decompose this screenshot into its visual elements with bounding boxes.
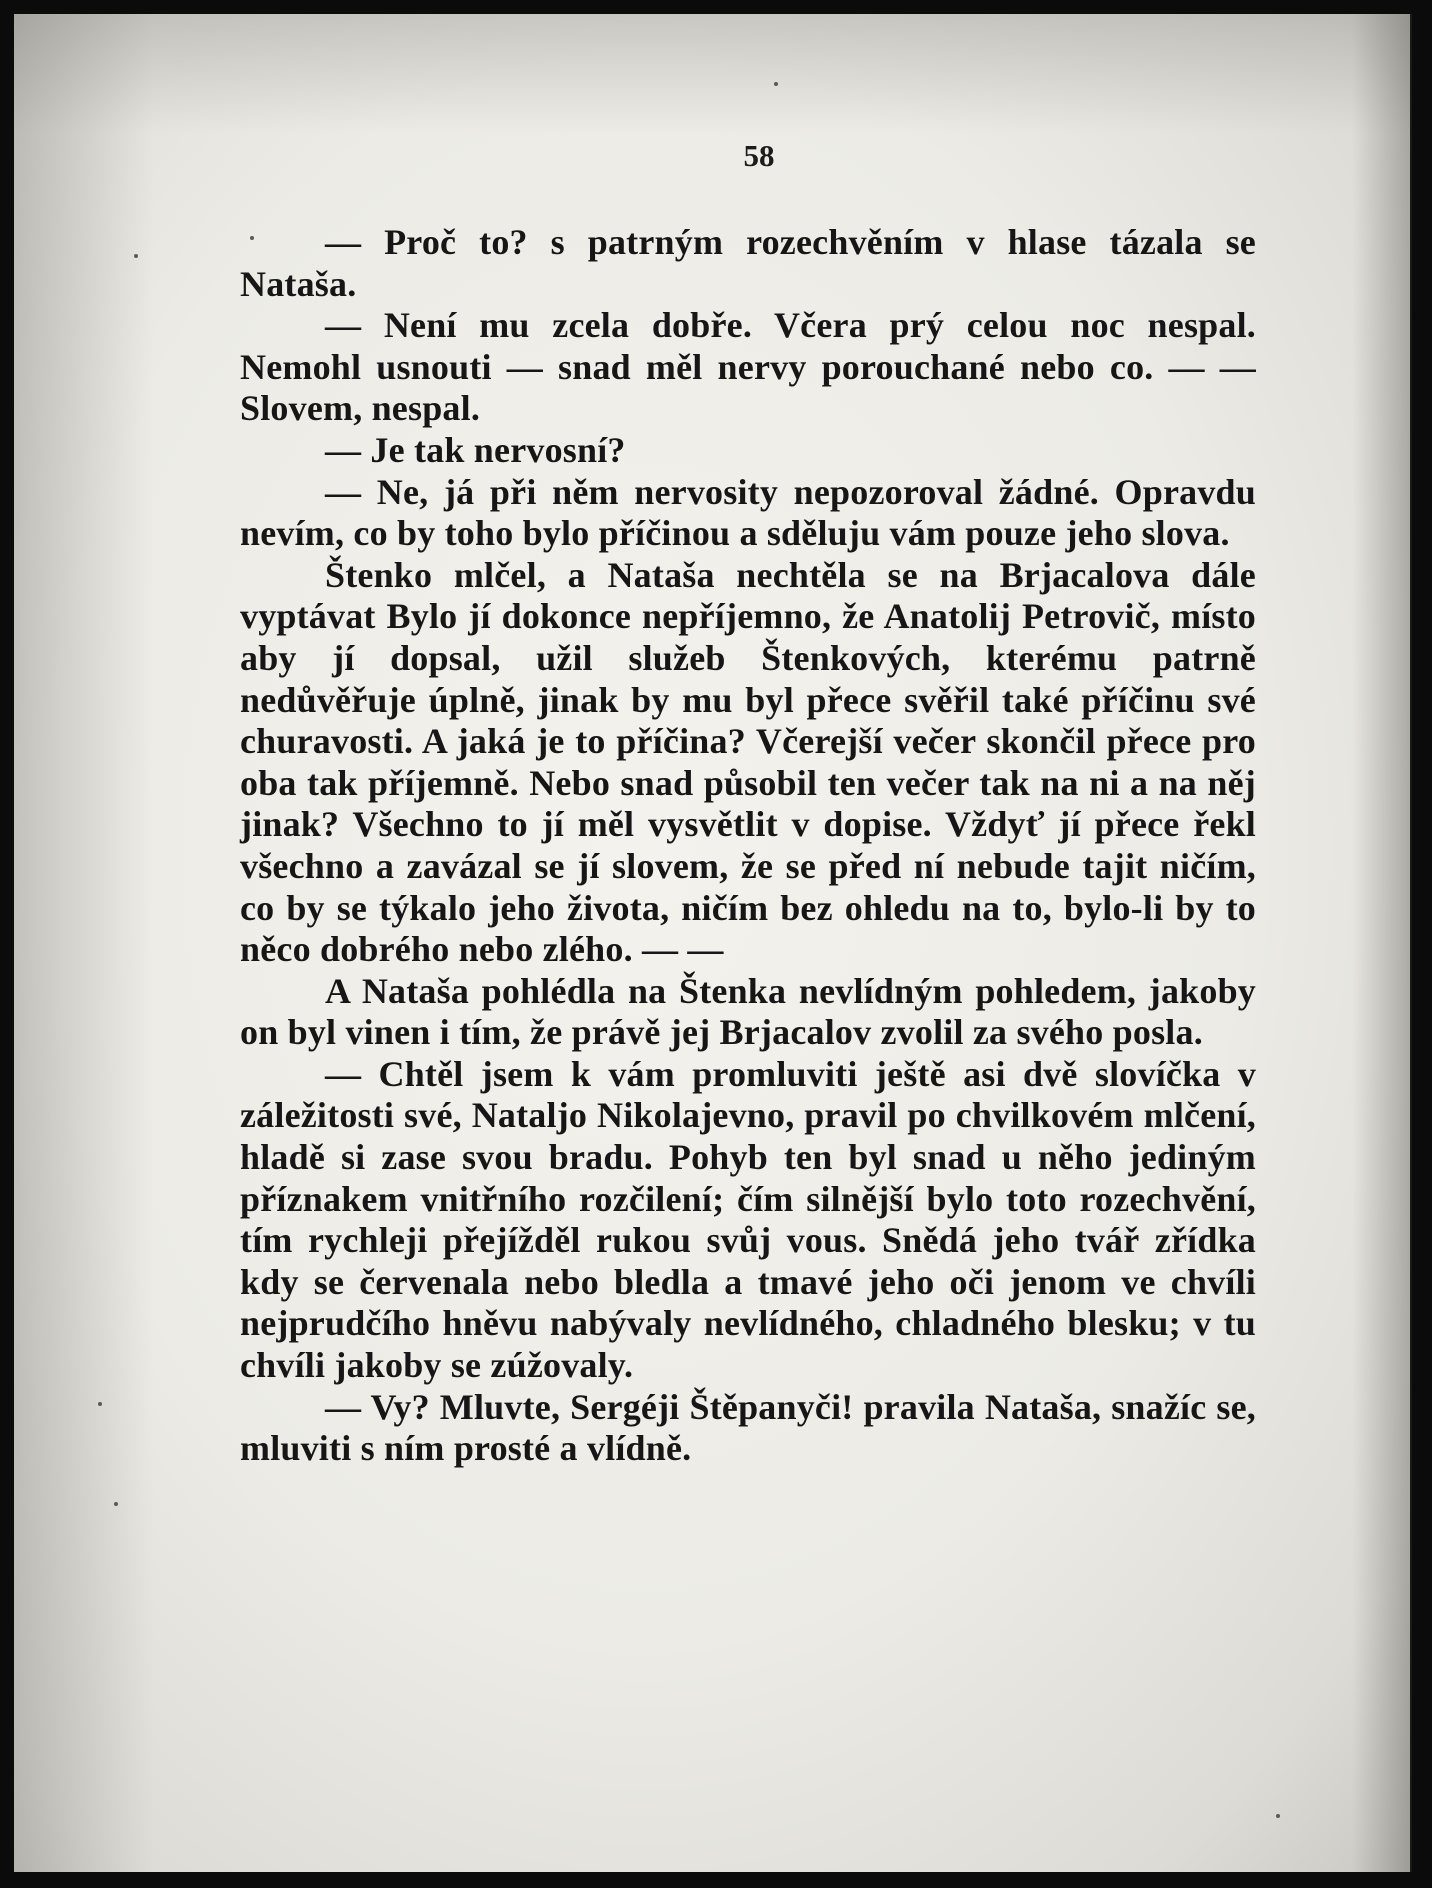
paragraph: — Ne, já při něm nervosity nepozoroval žádné. Opravdu nevím, co by toho bylo příčinou a sděluju vám pouze jeho slova. bbox=[240, 471, 1256, 554]
page-shadow-right bbox=[1352, 14, 1412, 1872]
page-shadow-top bbox=[14, 14, 1412, 134]
paragraph: — Není mu zcela dobře. Včera prý celou noc nespal. Nemohl usnouti — snad měl nervy porouchané nebo co. — — Slovem, nespal. bbox=[240, 305, 1256, 429]
paragraph: Štenko mlčel, a Nataša nechtěla se na Brjacalova dále vyptávat Bylo jí dokonce nepříjemno, že Anatolij Petrovič, místo aby jí dopsal, užil služeb Štenkových, kterému patrně nedůvěřuje úplně, jinak by mu byl přece svěřil také příčinu své churavosti. A jaká je to příčina? Včerejší večer skončil přece pro oba tak příjemně. Nebo snad působil ten večer tak na ni a na něj jinak? Všechno to jí měl vysvětlit v dopise. Vždyť jí přece řekl všechno a zavázal se jí slovem, že se před ní nebude tajit ničím, co by se týkalo jeho života, ničím bez ohledu na to, bylo-li by to něco dobrého nebo zlého. — — bbox=[240, 554, 1256, 970]
print-speck bbox=[134, 254, 138, 258]
print-speck bbox=[114, 1502, 118, 1506]
book-page bbox=[14, 14, 1412, 1872]
page-number: 58 bbox=[743, 138, 775, 173]
page-edge-line bbox=[1410, 14, 1412, 1872]
paragraph: — Je tak nervosní? bbox=[325, 429, 626, 470]
page-shadow-left bbox=[14, 14, 154, 1872]
print-speck bbox=[1276, 1814, 1280, 1818]
paragraph: — Vy? Mluvte, Sergéji Štěpanyči! pravila Nataša, snažíc se, mluviti s ním prosté a vlídně. bbox=[240, 1386, 1256, 1469]
paragraph: — Chtěl jsem k vám promluviti ještě asi dvě slovíčka v záležitosti své, Nataljo Nikolajevno, pravil po chvilkovém mlčení, hladě si zase svou bradu. Pohyb ten byl snad u něho jediným příznakem vnitřního rozčilení; čím silnější bylo toto rozechvění, tím rychleji přejížděl rukou svůj vous. Snědá jeho tvář zřídka kdy se červenala nebo bledla a tmavé jeho oči jenom ve chvíli nejprudčího hněvu nabývaly nevlídného, chladného blesku; v tu chvíli jakoby se zúžovaly. bbox=[240, 1053, 1256, 1386]
body-text bbox=[240, 222, 1256, 1470]
paragraph: — Proč to? s patrným rozechvěním v hlase tázala se Nataša. bbox=[240, 222, 1256, 304]
print-speck bbox=[774, 82, 778, 86]
print-speck bbox=[98, 1402, 102, 1406]
paragraph: A Nataša pohlédla na Štenka nevlídným pohledem, jakoby on byl vinen i tím, že právě jej Brjacalov zvolil za svého posla. bbox=[240, 970, 1256, 1053]
